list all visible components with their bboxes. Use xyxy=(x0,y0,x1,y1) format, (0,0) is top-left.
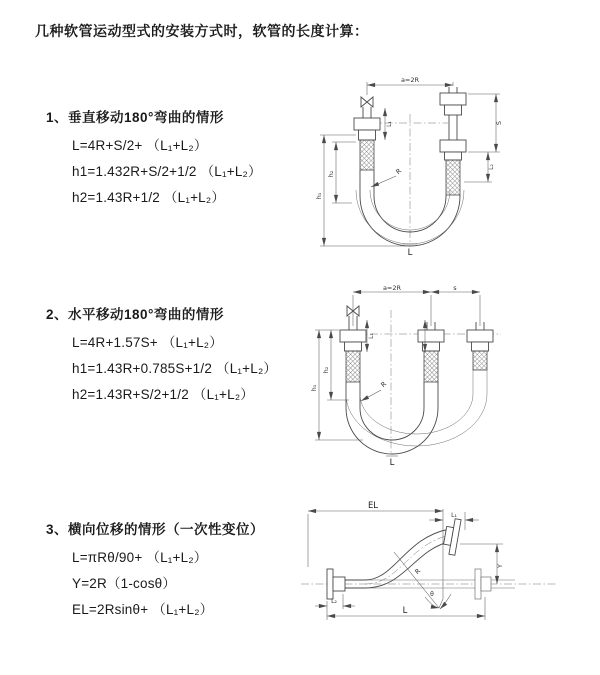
formula-line: h2=1.43R+S/2+1/2 （L₁+L₂） xyxy=(72,387,254,402)
dim-length xyxy=(327,597,485,620)
centerlines xyxy=(370,114,448,244)
dim-el xyxy=(308,501,443,567)
section-1 xyxy=(46,106,262,211)
moved-pipe xyxy=(467,322,493,370)
valve-icon xyxy=(361,97,373,107)
formula-line: EL=2Rsinθ+ （L₁+L₂） xyxy=(72,602,214,617)
dim-fitting-left xyxy=(315,594,355,609)
left-pipe xyxy=(340,330,366,382)
formula-line: h1=1.43R+0.785S+1/2 （L₁+L₂） xyxy=(72,361,278,376)
radius-label: R xyxy=(379,379,389,389)
diagram-lateral-displacement xyxy=(293,497,565,647)
dim-y-label: Y xyxy=(496,564,504,568)
dim-h2 xyxy=(327,142,356,203)
dim-h1-label: h₁ xyxy=(310,384,318,392)
dim-fitting-left xyxy=(385,108,393,140)
diagram-vertical-180-bend xyxy=(310,70,520,260)
dim-width-label: a=2R xyxy=(400,76,420,84)
dim-fitting xyxy=(367,320,425,352)
dim-stroke-s xyxy=(468,94,503,152)
dim-top-width xyxy=(353,284,480,326)
dim-s-label: S xyxy=(495,120,503,126)
svg-text:L: L xyxy=(407,248,413,258)
dim-el-label: EL xyxy=(367,501,379,511)
dim-h1-label: h₁ xyxy=(315,192,323,200)
hose-s-curve xyxy=(365,529,452,588)
dim-fitting-right xyxy=(464,152,495,182)
dim-h2-label: h₂ xyxy=(322,366,330,374)
formula-line: L=πRθ/90+ （L₁+L₂） xyxy=(72,550,208,565)
svg-text:L: L xyxy=(389,458,395,467)
angle-label: θ xyxy=(430,591,434,598)
formula-line: L=4R+1.57S+ （L₁+L₂） xyxy=(72,335,223,350)
radius-callout xyxy=(361,380,388,401)
radius-callout xyxy=(371,167,403,187)
section-1-formulas xyxy=(72,133,262,211)
construction-lines xyxy=(394,509,451,609)
formula-line: Y=2R（1-cosθ） xyxy=(72,576,177,591)
radius-label: R xyxy=(413,567,423,577)
dim-width-label: a=2R xyxy=(382,284,402,292)
dim-l1-label: L₁ xyxy=(368,333,375,339)
page-title: 几种软管运动型式的安装方式时，软管的长度计算： xyxy=(35,23,369,39)
section-2-formulas xyxy=(72,330,277,408)
dim-l1-label: L₁ xyxy=(451,512,457,519)
right-pipe xyxy=(440,87,466,195)
radius-label: R xyxy=(394,166,404,176)
dim-l2-label: L₂ xyxy=(331,598,337,605)
dim-l2-label: L₂ xyxy=(488,164,495,170)
dim-h2-label: h₂ xyxy=(327,170,335,178)
dim-l-label: L xyxy=(402,606,408,616)
dim-l1-label: L₁ xyxy=(386,121,393,127)
displaced-end-flange xyxy=(442,518,461,556)
length-label xyxy=(386,456,398,467)
section-3-formulas xyxy=(72,545,264,623)
section-1-heading: 1、垂直移动180°弯曲的情形 xyxy=(46,110,224,125)
diagram-horizontal-180-bend xyxy=(303,282,538,467)
formula-line: L=4R+S/2+ （L₁+L₂） xyxy=(72,138,208,153)
hose-u-bend xyxy=(346,370,487,454)
dim-top-width xyxy=(367,76,453,95)
section-3 xyxy=(46,518,264,623)
formula-line: h2=1.43R+1/2 （L₁+L₂） xyxy=(72,190,226,205)
section-3-heading: 3、横向位移的情形（一次性变位） xyxy=(46,522,265,537)
left-pipe xyxy=(354,107,380,170)
middle-pipe xyxy=(418,322,444,382)
dim-s-label: s xyxy=(453,284,457,292)
section-2 xyxy=(46,303,277,408)
formula-line: h1=1.432R+S/2+1/2 （L₁+L₂） xyxy=(72,164,262,179)
section-2-heading: 2、水平移动180°弯曲的情形 xyxy=(46,307,224,322)
